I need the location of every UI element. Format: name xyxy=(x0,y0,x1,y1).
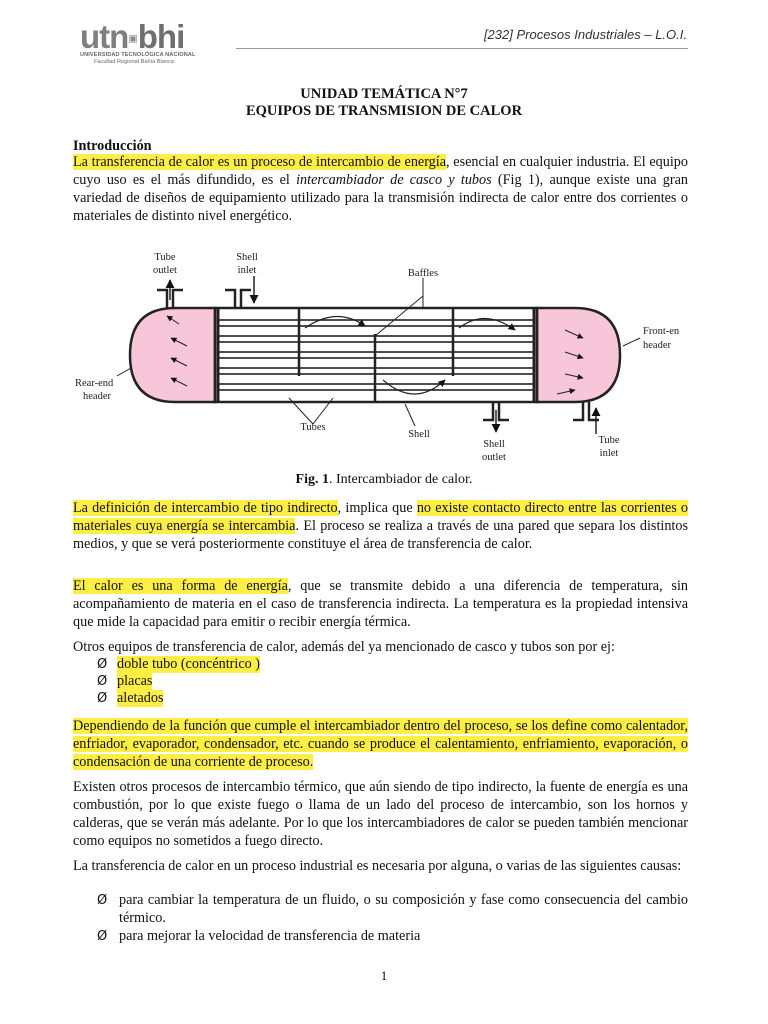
bullet-icon: Ø xyxy=(97,691,108,706)
label-shell-outlet-1: Shell xyxy=(483,439,505,450)
label-shell-inlet-2: inlet xyxy=(237,265,257,276)
function-paragraph xyxy=(73,717,688,771)
logo-word-left: utn xyxy=(80,18,129,55)
label-tube-outlet-1: Tube xyxy=(154,252,176,263)
label-shell-inlet-1: Shell xyxy=(236,252,258,263)
figure-caption-text: . Intercambiador de calor. xyxy=(329,472,473,487)
label-tube-outlet-2: outlet xyxy=(153,265,177,276)
label-shell-outlet-2: outlet xyxy=(482,452,506,463)
bullet-icon: Ø xyxy=(97,929,108,944)
header-divider xyxy=(236,48,688,49)
figure-caption-number: Fig. 1 xyxy=(295,472,329,487)
rear-end-header-shape xyxy=(130,308,215,402)
logo-emblem-icon: ▣ xyxy=(128,33,138,45)
list-item xyxy=(97,927,688,946)
logo-faculty-name: Facultad Regional Bahía Blanca xyxy=(94,59,174,65)
list-item-text: aletados xyxy=(117,690,164,706)
definition-paragraph xyxy=(73,499,688,553)
label-tube-inlet-2: inlet xyxy=(599,448,619,459)
bullet-icon: Ø xyxy=(97,657,108,672)
list-item-text: doble tubo (concéntrico ) xyxy=(117,656,261,672)
heat-exchanger-diagram xyxy=(75,248,695,470)
causes-list xyxy=(97,891,688,946)
front-end-header-shape xyxy=(537,308,620,402)
definition-text-b: . El proceso se realiza a través de una pared que separa los distintos medios, y que se verá posteriormente constituye el área de transferencia de calor. xyxy=(73,518,688,552)
label-front-end-1: Front-en xyxy=(643,326,680,337)
figure-caption xyxy=(0,472,768,488)
label-rear-end-2: header xyxy=(83,391,111,402)
heat-energy-highlight: El calor es una forma de energía xyxy=(73,578,288,594)
list-item xyxy=(97,891,688,927)
list-item-text: para mejorar la velocidad de transferencia de materia xyxy=(119,928,421,944)
list-item xyxy=(97,656,260,673)
heat-energy-text: , que se transmite debido a una diferencia de temperatura, sin acompañamiento de materia en el caso de transferencia indirecta. La temperatura es la propiedad intensiva que mide la capacidad para emitir o recibir energía térmica. xyxy=(73,578,688,630)
intro-heading: Introducción xyxy=(73,138,152,154)
causes-paragraph: La transferencia de calor en un proceso industrial es necesaria por alguna, o varias de las siguientes causas: xyxy=(73,858,682,874)
heat-energy-paragraph xyxy=(73,577,688,631)
intro-italic-term: intercambiador de casco y tubos xyxy=(296,172,492,188)
intro-text-a: , esencial en cualquier industria. El equipo cuyo uso es el más difundido, es el xyxy=(73,154,688,188)
other-equipment-paragraph: Otros equipos de transferencia de calor, además del ya mencionado de casco y tubos son por ej: xyxy=(73,639,615,655)
logo-word-right: bhi xyxy=(137,18,185,55)
utn-logo xyxy=(80,20,225,65)
label-shell: Shell xyxy=(408,429,430,440)
label-front-end-2: header xyxy=(643,340,671,351)
intro-highlight: La transferencia de calor es un proceso de intercambio de energía xyxy=(73,154,447,170)
combustion-paragraph: Existen otros procesos de intercambio térmico, que aún siendo de tipo indirecto, la fuente de energía es una combustión, por lo que existe fuego o llama de un lado del proceso de intercambio, son los hornos y calderas, que se verán más adelante. Por lo que los intercambiadores de calor se pueden también mencionar como equipos no sometidos a fuego directo. xyxy=(73,779,688,849)
list-item xyxy=(97,690,260,707)
definition-highlight-2: no existe contacto directo entre las corrientes o materiales cuya energía se intercambia xyxy=(73,500,688,534)
definition-text-a: , implica que xyxy=(337,500,417,516)
label-tube-inlet-1: Tube xyxy=(598,435,620,446)
bullet-icon: Ø xyxy=(97,893,108,908)
definition-highlight-1: La definición de intercambio de tipo indirecto xyxy=(73,500,338,516)
list-item-text: para cambiar la temperatura de un fluido, o su composición y fase como consecuencia del cambio térmico. xyxy=(119,892,688,926)
intro-text-b: (Fig 1), aunque existe una gran variedad de diseños de equipamiento utilizado para la transmisión indirecta de calor entre dos corrientes o materiales de distinto nivel energético. xyxy=(73,172,688,224)
intro-paragraph xyxy=(73,153,688,225)
unit-title: UNIDAD TEMÁTICA N°7 xyxy=(300,86,468,102)
unit-subtitle: EQUIPOS DE TRANSMISION DE CALOR xyxy=(245,103,523,119)
logo-university-name: UNIVERSIDAD TECNOLÓGICA NACIONAL xyxy=(80,52,196,58)
function-highlight: Dependiendo de la función que cumple el intercambiador dentro del proceso, se los define como calentador, enfriador, evaporador, condensador, etc. cuando se produce el calentamiento, enfriamiento, evaporación, o condensación de una corriente de proceso. xyxy=(73,718,688,770)
label-baffles: Baffles xyxy=(407,268,439,279)
list-item-text: placas xyxy=(117,673,153,689)
bullet-icon: Ø xyxy=(97,674,108,689)
logo-wordmark xyxy=(80,20,184,53)
label-tubes: Tubes xyxy=(300,422,326,433)
equipment-list xyxy=(97,656,260,707)
label-rear-end-1: Rear-end xyxy=(75,378,114,389)
course-header: [232] Procesos Industriales – L.O.I. xyxy=(483,27,687,42)
page-number: 1 xyxy=(380,968,388,983)
list-item xyxy=(97,673,260,690)
